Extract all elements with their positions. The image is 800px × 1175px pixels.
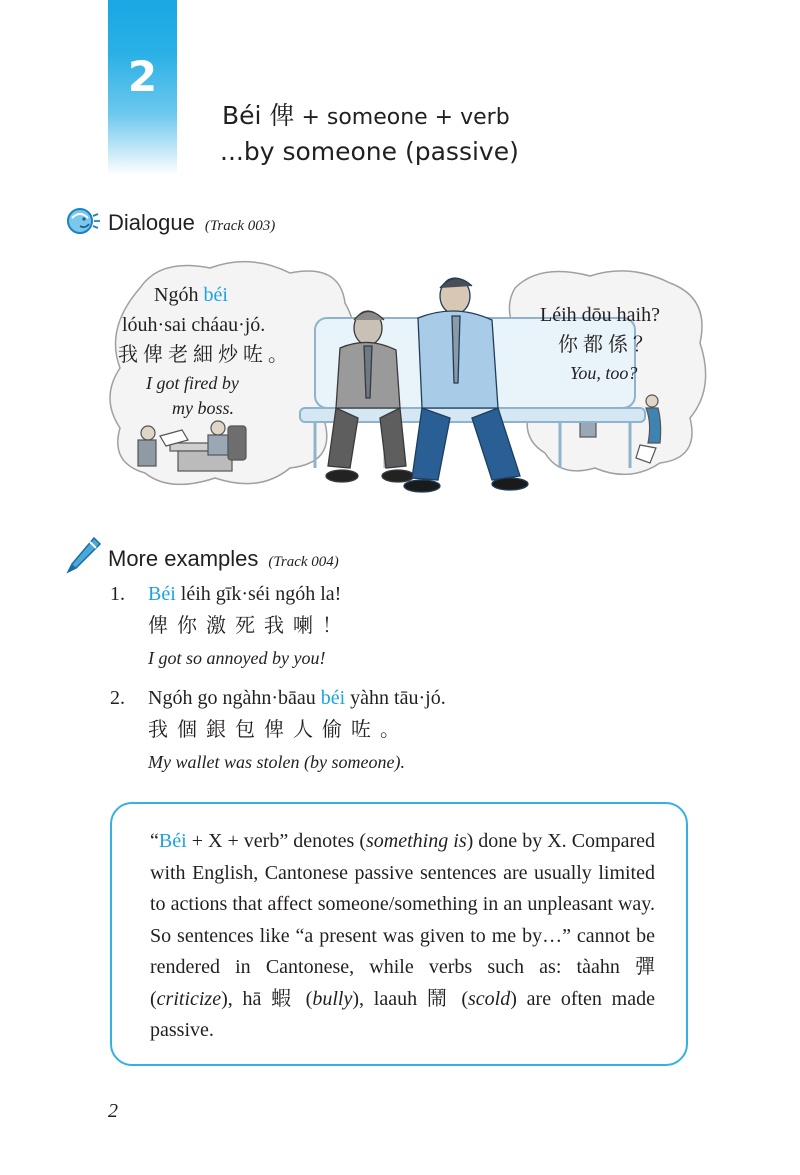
left-bubble-line1	[154, 280, 228, 310]
example-chinese: 俾你激死我喇！	[148, 615, 351, 637]
example-jyutping-rest: léih gīk·séi ngóh la!	[175, 583, 342, 605]
note-part-2: ) done by X. Compared with English, Cantonese passive sentences are usually limited to actions that affect someone/something in an unpleasant way. So sentences like “a present was given to me by…” cannot be rendered in Cantonese, while verbs such as: tàahn 彈 (	[150, 830, 656, 1010]
speaking-face-icon	[66, 206, 102, 236]
left-bubble-line2: lóuh·sai cháau·jó.	[122, 314, 266, 336]
example-bei: béi	[320, 687, 346, 709]
note-bei: Béi	[158, 830, 187, 852]
example-jyutping-pre: Ngóh go ngàhn·bāau	[148, 687, 321, 709]
right-bubble-jyutping: Léih dōu haih?	[540, 304, 660, 326]
pattern-bei: Béi 俾	[222, 101, 295, 130]
chapter-number: 2	[127, 52, 158, 101]
example-jyutping	[148, 578, 351, 610]
left-bubble-bei: béi	[203, 284, 228, 306]
example-english: I got so annoyed by you!	[148, 648, 326, 668]
chapter-tab	[108, 0, 177, 175]
note-italic-scold: scold	[468, 987, 511, 1010]
examples-heading-label: More examples	[108, 546, 259, 571]
note-part-1: + X + verb” denotes (	[186, 830, 367, 852]
example-number: 2.	[110, 687, 125, 709]
dialogue-track: (Track 003)	[204, 218, 276, 234]
example-jyutping-rest: yàhn tāu·jó.	[345, 687, 446, 709]
right-bubble-chinese: 你都係？	[558, 334, 658, 356]
right-bubble-english: You, too?	[570, 363, 638, 383]
pen-icon	[64, 536, 102, 576]
grammar-note-text	[150, 826, 655, 1047]
example-bei: Béi	[148, 583, 176, 605]
left-bubble-chinese: 我俾老細炒咗。	[118, 344, 293, 366]
example-english: My wallet was stolen (by someone).	[148, 752, 405, 772]
note-part-5: ) are often made passive.	[150, 987, 655, 1041]
note-open-quote: “	[150, 830, 159, 852]
note-italic-criticize: criticize	[156, 987, 222, 1010]
left-bubble-english-1: I got fired by	[146, 373, 239, 393]
grammar-note-box	[110, 802, 688, 1066]
page-number: 2	[108, 1100, 118, 1122]
note-part-4: ), laauh 鬧 (	[352, 987, 469, 1010]
dialogue-heading-label: Dialogue	[108, 210, 195, 235]
left-bubble-english-2: my boss.	[172, 398, 234, 418]
example-jyutping	[148, 682, 446, 714]
pattern-meaning: ...by someone (passive)	[220, 137, 519, 166]
pattern-title	[222, 96, 510, 132]
left-bubble-ngoh: Ngóh	[154, 284, 204, 306]
note-part-3: ), hā 蝦 (	[221, 987, 313, 1010]
dialogue-heading	[66, 206, 275, 236]
pattern-structure: + someone + verb	[301, 105, 510, 130]
example-number: 1.	[110, 583, 125, 605]
note-italic-something-is: something is	[366, 830, 467, 852]
examples-track: (Track 004)	[268, 554, 339, 570]
example-chinese: 我個銀包俾人偷咗。	[148, 719, 409, 741]
note-italic-bully: bully	[312, 987, 353, 1010]
examples-heading	[64, 536, 339, 576]
